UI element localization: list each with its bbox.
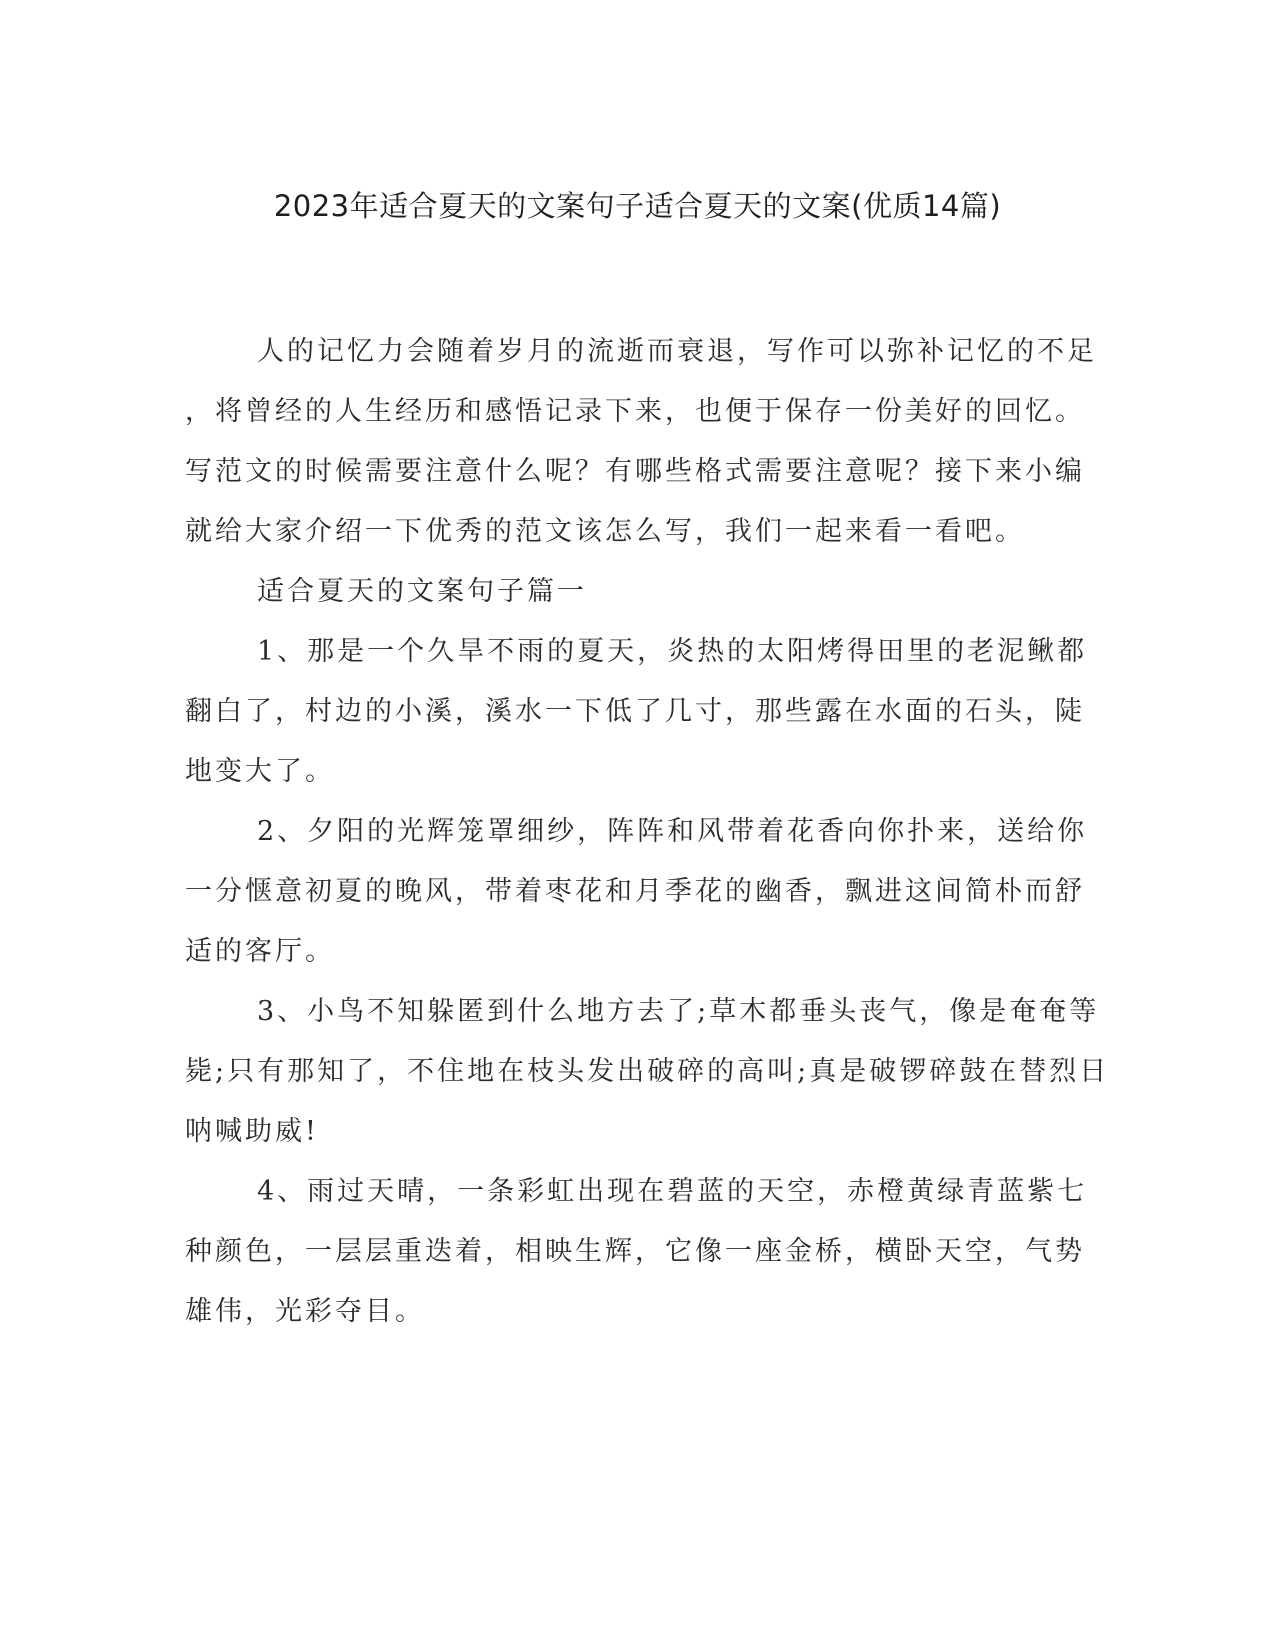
text-line: 毙;只有那知了，不住地在枝头发出破碎的高叫;真是破锣碎鼓在替烈日 <box>185 1056 1110 1087</box>
intro-paragraph <box>185 322 1097 562</box>
list-item <box>185 802 1088 982</box>
text-line: 适的客厅。 <box>185 936 335 967</box>
text-line: 呐喊助威! <box>185 1116 319 1147</box>
section-heading: 适合夏天的文案句子篇一 <box>257 576 587 607</box>
text-line: 写范文的时候需要注意什么呢？有哪些格式需要注意呢？接下来小编 <box>185 456 1085 487</box>
text-line: 地变大了。 <box>185 756 335 787</box>
text-line: 种颜色，一层层重迭着，相映生辉，它像一座金桥，横卧天空，气势 <box>185 1236 1085 1267</box>
list-item <box>185 622 1088 802</box>
text-line: 就给大家介绍一下优秀的范文该怎么写，我们一起来看一看吧。 <box>185 516 1025 547</box>
text-line: ，将曾经的人生经历和感悟记录下来，也便于保存一份美好的回忆。 <box>185 396 1085 427</box>
text-line: 4、雨过天晴，一条彩虹出现在碧蓝的天空，赤橙黄绿青蓝紫七 <box>257 1176 1088 1207</box>
text-line: 2、夕阳的光辉笼罩细纱，阵阵和风带着花香向你扑来，送给你 <box>257 816 1088 847</box>
list-item <box>185 1162 1088 1342</box>
text-line: 一分惬意初夏的晚风，带着枣花和月季花的幽香，飘进这间简朴而舒 <box>185 876 1085 907</box>
text-line: 1、那是一个久旱不雨的夏天，炎热的太阳烤得田里的老泥鳅都 <box>257 636 1088 667</box>
section-heading-paragraph <box>185 562 1085 622</box>
document-body <box>185 322 1110 1342</box>
text-line: 雄伟，光彩夺目。 <box>185 1296 425 1327</box>
document-title: 2023年适合夏天的文案句子适合夏天的文案(优质14篇) <box>273 189 1002 223</box>
text-line: 翻白了，村边的小溪，溪水一下低了几寸，那些露在水面的石头，陡 <box>185 696 1085 727</box>
text-line: 3、小鸟不知躲匿到什么地方去了;草木都垂头丧气，像是奄奄等 <box>257 996 1100 1027</box>
text-line: 人的记忆力会随着岁月的流逝而衰退，写作可以弥补记忆的不足 <box>257 336 1097 367</box>
list-item <box>185 982 1110 1162</box>
